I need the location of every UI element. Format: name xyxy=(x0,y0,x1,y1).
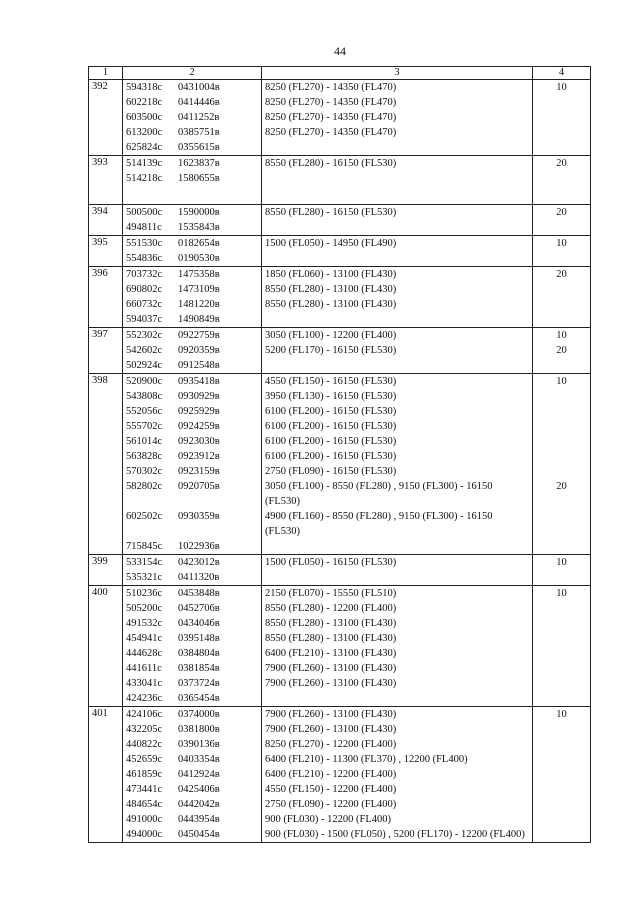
longitude: 1623837в xyxy=(178,158,220,169)
category-value: 10 xyxy=(556,557,567,568)
table-row xyxy=(89,80,591,156)
table-header-row xyxy=(89,67,591,80)
altitude-range: 4900 (FL160) - 8550 (FL280) , 9150 (FL300) - 16150 (FL530) xyxy=(265,511,493,537)
altitude-range: 7900 (FL260) - 13100 (FL430) xyxy=(265,678,397,689)
longitude: 0920359в xyxy=(178,345,220,356)
altitude-cell xyxy=(262,586,533,707)
altitude-range: 2150 (FL070) - 15550 (FL510) xyxy=(265,588,397,599)
area-number: 396 xyxy=(89,267,123,328)
longitude: 0381854в xyxy=(178,663,220,674)
latitude: 570302с xyxy=(126,466,163,477)
altitude-range: 8250 (FL270) - 14350 (FL470) xyxy=(265,127,397,138)
latitude: 514218с xyxy=(126,173,163,184)
coordinate-pair xyxy=(126,156,258,171)
latitude: 554836с xyxy=(126,253,163,264)
latitude: 533154с xyxy=(126,557,163,568)
coordinate-pair xyxy=(126,827,258,842)
coordinates-cell xyxy=(123,374,262,555)
coordinate-pair xyxy=(126,374,258,389)
category-value: 20 xyxy=(556,207,567,218)
category-cell xyxy=(533,328,591,374)
altitude-range: 6100 (FL200) - 16150 (FL530) xyxy=(265,451,397,462)
category-cell xyxy=(533,80,591,156)
category-value: 20 xyxy=(556,158,567,169)
latitude: 441611с xyxy=(126,663,162,674)
coordinate-pair xyxy=(126,267,258,282)
column-header: 3 xyxy=(262,67,533,80)
category-cell xyxy=(533,156,591,205)
page-number: 44 xyxy=(334,44,346,58)
coordinate-pair xyxy=(126,171,258,186)
latitude: 535321с xyxy=(126,572,163,583)
coordinate-pair xyxy=(126,449,258,464)
table-row xyxy=(89,707,591,843)
altitude-range: 1500 (FL050) - 14950 (FL490) xyxy=(265,238,397,249)
longitude: 0920705в xyxy=(178,481,220,492)
latitude: 594318с xyxy=(126,82,163,93)
longitude: 0443954в xyxy=(178,814,220,825)
latitude: 561014с xyxy=(126,436,163,447)
longitude: 0453848в xyxy=(178,588,220,599)
longitude: 1475358в xyxy=(178,269,220,280)
coordinate-pair xyxy=(126,479,258,494)
longitude: 0412924в xyxy=(178,769,220,780)
latitude: 502924с xyxy=(126,360,163,371)
altitude-range: 8550 (FL280) - 13100 (FL430) xyxy=(265,633,397,644)
table-row xyxy=(89,267,591,328)
altitude-range: 3050 (FL100) - 8550 (FL280) , 9150 (FL300) - 16150 (FL530) xyxy=(265,481,493,507)
coordinate-pair xyxy=(126,661,258,676)
area-number: 393 xyxy=(89,156,123,205)
longitude: 0365454в xyxy=(178,693,220,704)
latitude: 602502с xyxy=(126,511,163,522)
longitude: 1490849в xyxy=(178,314,220,325)
altitude-cell xyxy=(262,236,533,267)
latitude: 500500с xyxy=(126,207,163,218)
coordinate-pair xyxy=(126,236,258,251)
longitude: 1590000в xyxy=(178,207,220,218)
area-number: 395 xyxy=(89,236,123,267)
coordinate-pair xyxy=(126,312,258,327)
altitude-range: 8550 (FL280) - 13100 (FL430) xyxy=(265,299,397,310)
altitude-range: 8550 (FL280) - 13100 (FL430) xyxy=(265,284,397,295)
latitude: 491532с xyxy=(126,618,163,629)
latitude: 552056с xyxy=(126,406,163,417)
coordinate-pair xyxy=(126,752,258,767)
latitude: 602218с xyxy=(126,97,163,108)
longitude: 0450454в xyxy=(178,829,220,840)
latitude: 582802с xyxy=(126,481,163,492)
coordinate-pair xyxy=(126,691,258,706)
category-cell xyxy=(533,267,591,328)
column-header: 1 xyxy=(89,67,123,80)
altitude-range: 8250 (FL270) - 14350 (FL470) xyxy=(265,112,397,123)
latitude: 491000с xyxy=(126,814,163,825)
category-value: 20 xyxy=(556,345,567,356)
category-value: 20 xyxy=(556,481,567,492)
column-header: 4 xyxy=(533,67,591,80)
altitude-range: 6100 (FL200) - 16150 (FL530) xyxy=(265,436,397,447)
category-cell xyxy=(533,205,591,236)
coordinate-pair xyxy=(126,404,258,419)
category-cell xyxy=(533,236,591,267)
longitude: 1481220в xyxy=(178,299,220,310)
latitude: 461859с xyxy=(126,769,163,780)
category-value: 10 xyxy=(556,330,567,341)
category-value: 20 xyxy=(556,269,567,280)
coordinate-pair xyxy=(126,539,258,554)
coordinates-cell xyxy=(123,707,262,843)
category-value xyxy=(536,434,587,449)
altitude-range: 900 (FL030) - 1500 (FL050) , 5200 (FL170) - 12200 (FL400) xyxy=(265,829,525,840)
category-value xyxy=(536,419,587,434)
longitude: 0924259в xyxy=(178,421,220,432)
longitude: 0930929в xyxy=(178,391,220,402)
area-number: 392 xyxy=(89,80,123,156)
category-cell xyxy=(533,707,591,843)
coordinate-pair xyxy=(126,707,258,722)
latitude: 424236с xyxy=(126,693,163,704)
latitude: 551530с xyxy=(126,238,163,249)
altitude-range: 7900 (FL260) - 13100 (FL430) xyxy=(265,663,397,674)
altitude-range: 900 (FL030) - 12200 (FL400) xyxy=(265,814,391,825)
coordinates-cell xyxy=(123,236,262,267)
latitude: 625824с xyxy=(126,142,163,153)
category-cell xyxy=(533,586,591,707)
latitude: 660732с xyxy=(126,299,163,310)
coordinates-cell xyxy=(123,555,262,586)
altitude-cell xyxy=(262,374,533,555)
coordinate-pair xyxy=(126,586,258,601)
altitude-range: 8250 (FL270) - 14350 (FL470) xyxy=(265,97,397,108)
longitude: 0374000в xyxy=(178,709,220,720)
category-value xyxy=(536,389,587,404)
longitude: 0395148в xyxy=(178,633,220,644)
coordinate-pair xyxy=(126,251,258,266)
latitude: 432205с xyxy=(126,724,163,735)
latitude: 552302с xyxy=(126,330,163,341)
longitude: 0923159в xyxy=(178,466,220,477)
altitude-range: 5200 (FL170) - 16150 (FL530) xyxy=(265,345,397,356)
coordinate-pair xyxy=(126,110,258,125)
area-number: 401 xyxy=(89,707,123,843)
category-value: 10 xyxy=(556,588,567,599)
altitude-range: 8550 (FL280) - 16150 (FL530) xyxy=(265,207,397,218)
category-value: 10 xyxy=(556,376,567,387)
longitude: 0925929в xyxy=(178,406,220,417)
table-row xyxy=(89,555,591,586)
category-value xyxy=(536,449,587,464)
longitude: 1580655в xyxy=(178,173,220,184)
latitude: 484654с xyxy=(126,799,163,810)
coordinate-pair xyxy=(126,419,258,434)
altitude-range: 6100 (FL200) - 16150 (FL530) xyxy=(265,406,397,417)
altitude-range: 8550 (FL280) - 12200 (FL400) xyxy=(265,603,397,614)
table-row xyxy=(89,156,591,205)
longitude: 0411252в xyxy=(178,112,220,123)
category-value xyxy=(536,404,587,419)
category-cell xyxy=(533,555,591,586)
longitude: 0423012в xyxy=(178,557,220,568)
table-row xyxy=(89,328,591,374)
latitude: 454941с xyxy=(126,633,163,644)
area-number: 398 xyxy=(89,374,123,555)
longitude: 0403354в xyxy=(178,754,220,765)
coordinate-pair xyxy=(126,782,258,797)
coordinate-pair xyxy=(126,722,258,737)
area-number: 394 xyxy=(89,205,123,236)
latitude: 703732с xyxy=(126,269,163,280)
altitude-cell xyxy=(262,267,533,328)
altitude-range: 8550 (FL280) - 16150 (FL530) xyxy=(265,158,397,169)
altitude-range: 3950 (FL130) - 16150 (FL530) xyxy=(265,391,397,402)
area-number: 397 xyxy=(89,328,123,374)
coordinate-pair xyxy=(126,646,258,661)
latitude: 715845с xyxy=(126,541,163,552)
altitude-cell xyxy=(262,205,533,236)
category-value: 10 xyxy=(556,238,567,249)
longitude: 0935418в xyxy=(178,376,220,387)
coordinate-pair xyxy=(126,80,258,95)
coordinate-pair xyxy=(126,389,258,404)
altitude-range: 8550 (FL280) - 13100 (FL430) xyxy=(265,618,397,629)
latitude: 603500с xyxy=(126,112,163,123)
altitude-range: 6400 (FL210) - 11300 (FL370) , 12200 (FL400) xyxy=(265,754,468,765)
latitude: 510236с xyxy=(126,588,163,599)
altitude-range: 2750 (FL090) - 12200 (FL400) xyxy=(265,799,397,810)
restricted-areas-table xyxy=(88,66,591,843)
coordinate-pair xyxy=(126,631,258,646)
longitude: 1535843в xyxy=(178,222,220,233)
longitude: 0384804в xyxy=(178,648,220,659)
longitude: 0373724в xyxy=(178,678,220,689)
longitude: 0452706в xyxy=(178,603,220,614)
coordinate-pair xyxy=(126,343,258,358)
altitude-range: 3050 (FL100) - 12200 (FL400) xyxy=(265,330,397,341)
coordinate-pair xyxy=(126,676,258,691)
coordinate-pair xyxy=(126,140,258,155)
latitude: 543808с xyxy=(126,391,163,402)
coordinate-pair xyxy=(126,797,258,812)
coordinates-cell xyxy=(123,205,262,236)
latitude: 440822с xyxy=(126,739,163,750)
longitude: 0414446в xyxy=(178,97,220,108)
longitude: 0381800в xyxy=(178,724,220,735)
altitude-range: 8250 (FL270) - 12200 (FL400) xyxy=(265,739,397,750)
latitude: 433041с xyxy=(126,678,163,689)
category-cell xyxy=(533,374,591,555)
altitude-range: 1500 (FL050) - 16150 (FL530) xyxy=(265,557,397,568)
coordinate-pair xyxy=(126,812,258,827)
altitude-range: 2750 (FL090) - 16150 (FL530) xyxy=(265,466,397,477)
coordinates-cell xyxy=(123,328,262,374)
longitude: 0442042в xyxy=(178,799,220,810)
altitude-range: 7900 (FL260) - 13100 (FL430) xyxy=(265,724,397,735)
coordinate-pair xyxy=(126,509,258,524)
altitude-cell xyxy=(262,156,533,205)
longitude: 0930359в xyxy=(178,511,220,522)
longitude: 0385751в xyxy=(178,127,220,138)
altitude-range: 4550 (FL150) - 16150 (FL530) xyxy=(265,376,397,387)
altitude-range: 6100 (FL200) - 16150 (FL530) xyxy=(265,421,397,432)
altitude-range: 1850 (FL060) - 13100 (FL430) xyxy=(265,269,397,280)
latitude: 494000с xyxy=(126,829,163,840)
longitude: 0425406в xyxy=(178,784,220,795)
table-row xyxy=(89,586,591,707)
latitude: 473441с xyxy=(126,784,163,795)
latitude: 690802с xyxy=(126,284,163,295)
coordinate-pair xyxy=(126,737,258,752)
category-value: 10 xyxy=(556,82,567,93)
coordinates-cell xyxy=(123,267,262,328)
latitude: 505200с xyxy=(126,603,163,614)
coordinate-pair xyxy=(126,282,258,297)
longitude: 0411320в xyxy=(178,572,220,583)
altitude-cell xyxy=(262,328,533,374)
altitude-range: 7900 (FL260) - 13100 (FL430) xyxy=(265,709,397,720)
altitude-range: 4550 (FL150) - 12200 (FL400) xyxy=(265,784,397,795)
longitude: 0923030в xyxy=(178,436,220,447)
coordinate-pair xyxy=(126,434,258,449)
longitude: 0912548в xyxy=(178,360,220,371)
longitude: 0390136в xyxy=(178,739,220,750)
coordinate-pair xyxy=(126,125,258,140)
coordinates-cell xyxy=(123,156,262,205)
longitude: 1022936в xyxy=(178,541,220,552)
latitude: 494811с xyxy=(126,222,162,233)
latitude: 542602с xyxy=(126,345,163,356)
altitude-range: 8250 (FL270) - 14350 (FL470) xyxy=(265,82,397,93)
longitude: 0434046в xyxy=(178,618,220,629)
latitude: 613200с xyxy=(126,127,163,138)
longitude: 0922759в xyxy=(178,330,220,341)
altitude-range: 6400 (FL210) - 12200 (FL400) xyxy=(265,769,397,780)
longitude: 0190530в xyxy=(178,253,220,264)
latitude: 424106с xyxy=(126,709,163,720)
coordinate-pair xyxy=(126,570,258,585)
coordinate-pair xyxy=(126,601,258,616)
latitude: 514139с xyxy=(126,158,163,169)
coordinate-pair xyxy=(126,358,258,373)
coordinate-pair xyxy=(126,767,258,782)
latitude: 444628с xyxy=(126,648,163,659)
table-row xyxy=(89,236,591,267)
longitude: 0923912в xyxy=(178,451,220,462)
coordinate-pair xyxy=(126,220,258,235)
coordinate-pair xyxy=(126,616,258,631)
coordinate-pair xyxy=(126,297,258,312)
latitude: 520900с xyxy=(126,376,163,387)
area-number: 399 xyxy=(89,555,123,586)
latitude: 594037с xyxy=(126,314,163,325)
table-body xyxy=(89,80,591,843)
column-header: 2 xyxy=(123,67,262,80)
altitude-cell xyxy=(262,707,533,843)
category-value: 10 xyxy=(556,709,567,720)
latitude: 563828с xyxy=(126,451,163,462)
coordinate-pair xyxy=(126,555,258,570)
area-number: 400 xyxy=(89,586,123,707)
latitude: 452659с xyxy=(126,754,163,765)
altitude-cell xyxy=(262,555,533,586)
coordinate-pair xyxy=(126,464,258,479)
table-row xyxy=(89,374,591,555)
coordinate-pair xyxy=(126,95,258,110)
latitude: 555702с xyxy=(126,421,163,432)
category-value xyxy=(536,464,587,479)
longitude: 0182654в xyxy=(178,238,220,249)
coordinates-cell xyxy=(123,80,262,156)
altitude-range: 6400 (FL210) - 13100 (FL430) xyxy=(265,648,397,659)
longitude: 0431004в xyxy=(178,82,220,93)
coordinate-pair xyxy=(126,328,258,343)
table-row xyxy=(89,205,591,236)
altitude-cell xyxy=(262,80,533,156)
coordinate-pair xyxy=(126,205,258,220)
longitude: 1473109в xyxy=(178,284,220,295)
longitude: 0355615в xyxy=(178,142,220,153)
coordinates-cell xyxy=(123,586,262,707)
